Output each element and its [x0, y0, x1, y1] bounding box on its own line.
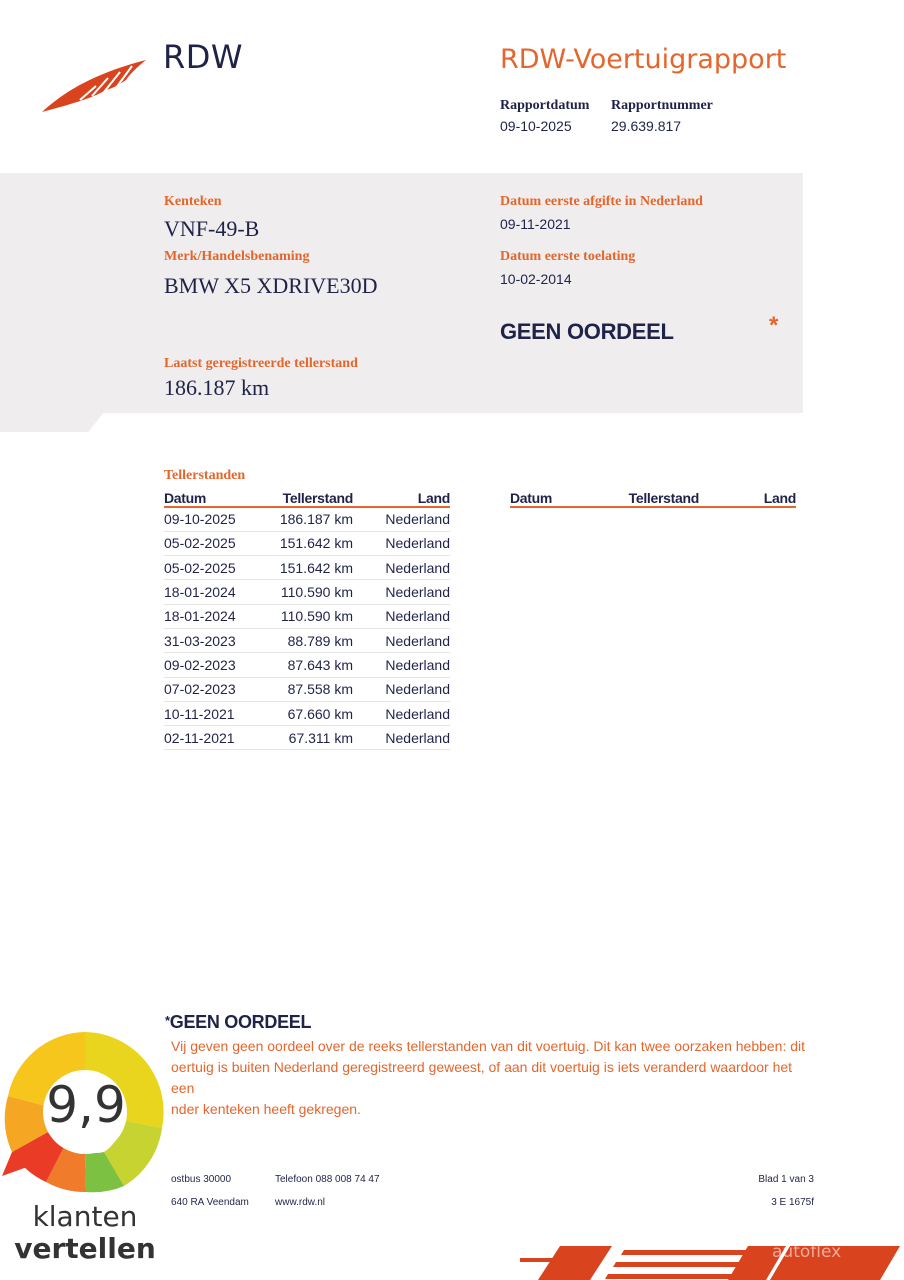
footer-document-code: 3 E 1675f [771, 1197, 814, 1208]
cell-country: Nederland [353, 580, 450, 604]
odometer-value: 186.187 km [164, 375, 270, 400]
cell-reading: 67.311 km [264, 726, 353, 750]
verdict-text: GEEN OORDEEL [500, 319, 674, 344]
report-number-label: Rapportnummer [611, 98, 713, 113]
report-date-label: Rapportdatum [500, 98, 590, 113]
cell-reading: 87.558 km [264, 677, 353, 701]
rdw-logo-icon [40, 58, 148, 114]
watermark-logo: autoflex [772, 1242, 842, 1262]
cell-date: 07-02-2023 [164, 677, 264, 701]
panel-tab-decoration [0, 412, 104, 432]
cell-country: Nederland [353, 677, 450, 701]
report-title: RDW-Voertuigrapport [500, 44, 787, 75]
footer-postcode: 640 RA Veendam [171, 1197, 249, 1208]
cell-date: 10-11-2021 [164, 701, 264, 725]
table-row [164, 653, 450, 677]
odometer-label: Laatst geregistreerde tellerstand [164, 356, 358, 371]
first-issue-nl-label: Datum eerste afgifte in Nederland [500, 194, 703, 209]
readings-section-title: Tellerstanden [164, 468, 246, 483]
cell-country: Nederland [353, 653, 450, 677]
footnote-marker: * [165, 1013, 170, 1028]
plate-label: Kenteken [164, 194, 222, 209]
readings-table-left [164, 489, 450, 750]
first-admission-label: Datum eerste toelating [500, 249, 636, 264]
cell-date: 05-02-2025 [164, 556, 264, 580]
cell-reading: 110.590 km [264, 604, 353, 628]
col-header-reading: Tellerstand [264, 489, 353, 507]
make-label: Merk/Handelsbenaming [164, 249, 310, 264]
cell-reading: 87.643 km [264, 653, 353, 677]
cell-reading: 67.660 km [264, 701, 353, 725]
footnote-body [171, 1036, 816, 1120]
table-row [164, 677, 450, 701]
col-header-country: Land [699, 489, 796, 507]
cell-country: Nederland [353, 556, 450, 580]
decorative-stripes [520, 1244, 904, 1280]
first-issue-nl-value: 09-11-2021 [500, 216, 571, 232]
report-number-value: 29.639.817 [611, 118, 682, 134]
footer-phone: Telefoon 088 008 74 47 [275, 1174, 380, 1185]
table-row [164, 580, 450, 604]
cell-date: 02-11-2021 [164, 726, 264, 750]
cell-date: 18-01-2024 [164, 580, 264, 604]
table-row [164, 628, 450, 652]
rating-score: 9,9 [46, 1076, 126, 1134]
cell-date: 31-03-2023 [164, 628, 264, 652]
col-header-country: Land [353, 489, 450, 507]
brand-name: RDW [163, 38, 244, 76]
rating-caption-line2: vertellen [14, 1232, 156, 1265]
cell-reading: 88.789 km [264, 628, 353, 652]
plate-value: VNF-49-B [164, 216, 260, 241]
cell-date: 18-01-2024 [164, 604, 264, 628]
first-admission-value: 10-02-2014 [500, 271, 572, 287]
readings-table-right [510, 489, 796, 508]
footer-website[interactable]: www.rdw.nl [275, 1197, 326, 1208]
table-row [164, 604, 450, 628]
col-header-reading: Tellerstand [610, 489, 699, 507]
report-date-value: 09-10-2025 [500, 118, 572, 134]
footer-page-number: Blad 1 van 3 [758, 1174, 814, 1185]
cell-country: Nederland [353, 604, 450, 628]
cell-country: Nederland [353, 531, 450, 555]
cell-date: 09-10-2025 [164, 507, 264, 531]
col-header-date: Datum [510, 489, 610, 507]
rating-caption-line1: klanten [32, 1200, 138, 1233]
table-row [164, 701, 450, 725]
footnote-line: oertuig is buiten Nederland geregistreerd geweest, of aan dit voertuig is iets veranderd waardoor het een [171, 1059, 793, 1096]
footnote-title [165, 1012, 311, 1033]
cell-reading: 151.642 km [264, 556, 353, 580]
table-row [164, 556, 450, 580]
footer-postbus: ostbus 30000 [171, 1174, 232, 1185]
cell-country: Nederland [353, 726, 450, 750]
cell-country: Nederland [353, 628, 450, 652]
cell-reading: 186.187 km [264, 507, 353, 531]
table-row [164, 531, 450, 555]
footnote-title-text: GEEN OORDEEL [169, 1012, 312, 1032]
col-header-date: Datum [164, 489, 264, 507]
cell-country: Nederland [353, 701, 450, 725]
cell-reading: 110.590 km [264, 580, 353, 604]
make-value: BMW X5 XDRIVE30D [164, 273, 378, 298]
cell-date: 09-02-2023 [164, 653, 264, 677]
cell-reading: 151.642 km [264, 531, 353, 555]
footnote-line: nder kenteken heeft gekregen. [171, 1101, 361, 1117]
verdict-footnote-marker: * [769, 312, 779, 339]
cell-country: Nederland [353, 507, 450, 531]
table-row [164, 726, 450, 750]
cell-date: 05-02-2025 [164, 531, 264, 555]
table-row [164, 507, 450, 531]
footnote-line: Vij geven geen oordeel over de reeks tellerstanden van dit voertuig. Dit kan twee oorzaken hebben: dit [171, 1038, 806, 1054]
